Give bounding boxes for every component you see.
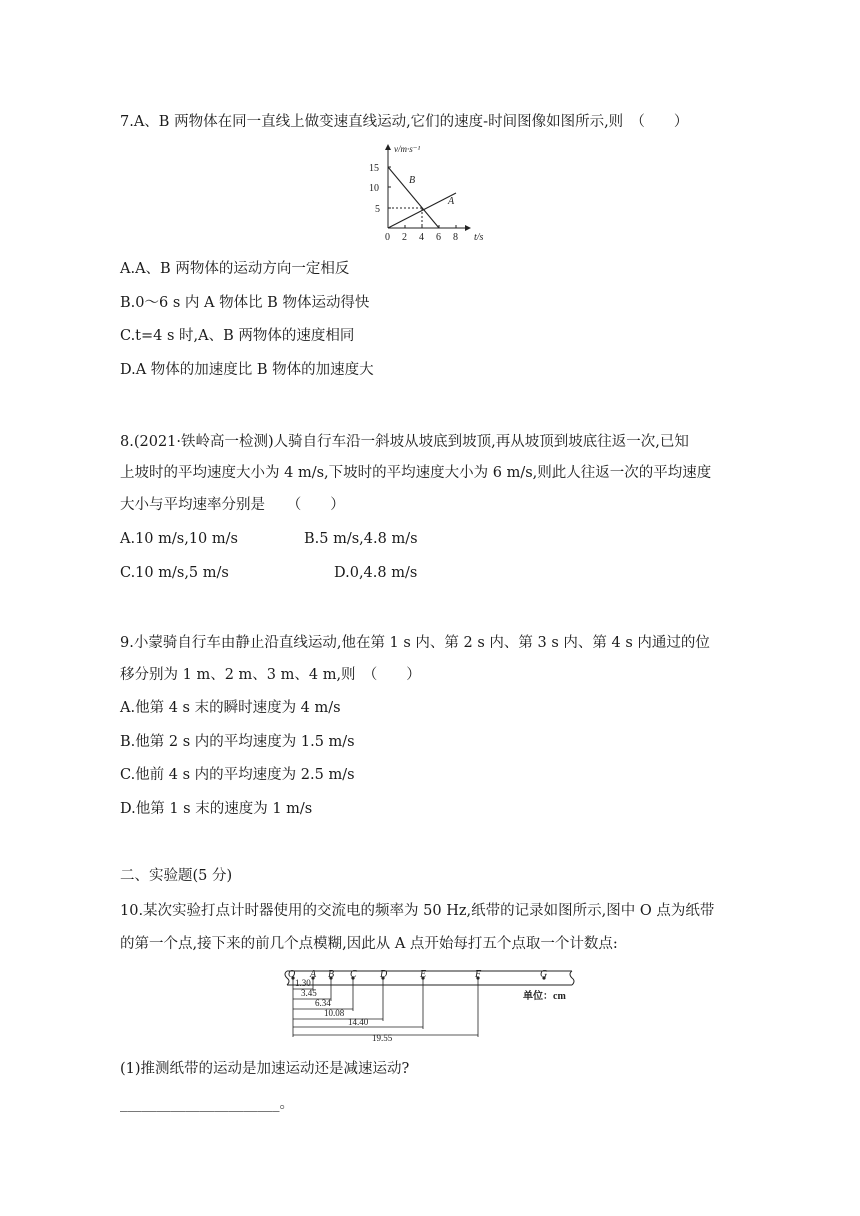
q7-vt-graph <box>360 140 500 248</box>
x-tick-6: 6 <box>436 232 441 243</box>
q9-option-a: A.他第 4 s 末的瞬时速度为 4 m/s <box>120 700 341 716</box>
point-f: F <box>475 969 482 980</box>
q10-sub1: (1)推测纸带的运动是加速运动还是减速运动? <box>120 1061 410 1077</box>
q7-option-d: D.A 物体的加速度比 B 物体的加速度大 <box>120 362 374 378</box>
q8-option-c: C.10 m/s,5 m/s <box>120 565 229 581</box>
point-d: D <box>380 969 388 980</box>
x-tick-0: 0 <box>385 232 390 243</box>
section-heading: 二、实验题(5 分) <box>120 868 233 884</box>
y-tick-10: 10 <box>369 183 379 194</box>
dist-of: 19.55 <box>372 1033 393 1043</box>
point-c: C <box>350 969 357 980</box>
point-a: A <box>310 969 317 980</box>
point-o: O <box>288 969 296 980</box>
x-tick-2: 2 <box>402 232 407 243</box>
x-tick-8: 8 <box>453 232 458 243</box>
answer-blank[interactable]: ______________________。 <box>120 1096 294 1112</box>
y-tick-15: 15 <box>369 163 379 174</box>
x-tick-4: 4 <box>419 232 424 243</box>
dist-od: 10.08 <box>324 1008 345 1018</box>
q7-option-c: C.t=4 s 时,A、B 两物体的速度相同 <box>120 328 355 344</box>
dist-oa: 1.30 <box>295 978 311 988</box>
line-a-label: A <box>448 196 455 207</box>
q8-option-b: B.5 m/s,4.8 m/s <box>304 531 418 547</box>
q7-stem: 7.A、B 两物体在同一直线上做变速直线运动,它们的速度-时间图像如图所示,则 （ ） <box>120 114 689 130</box>
point-g: G <box>540 969 548 980</box>
dist-oe: 14.40 <box>348 1017 369 1027</box>
paper-tape-figure <box>282 965 582 1043</box>
q10-stem-line-1: 10.某次实验打点计时器使用的交流电的频率为 50 Hz,纸带的记录如图所示,图中 O 点为纸带 <box>120 903 715 919</box>
q9-stem-line-2: 移分别为 1 m、2 m、3 m、4 m,则 （ ） <box>120 667 421 683</box>
line-a <box>388 193 456 228</box>
q8-stem-line-3: 大小与平均速率分别是 （ ） <box>120 497 345 513</box>
dist-ob: 3.45 <box>301 988 317 998</box>
q9-stem-line-1: 9.小蒙骑自行车由静止沿直线运动,他在第 1 s 内、第 2 s 内、第 3 s 内、第 4 s 内通过的位 <box>120 635 710 651</box>
dist-oc: 6.34 <box>315 998 331 1008</box>
x-axis-label: t/s <box>474 232 484 243</box>
y-axis-label: v/m·s⁻¹ <box>394 144 421 154</box>
q8-option-a: A.10 m/s,10 m/s <box>120 531 238 547</box>
y-tick-5: 5 <box>375 204 380 215</box>
q9-option-c: C.他前 4 s 内的平均速度为 2.5 m/s <box>120 767 355 783</box>
q9-option-b: B.他第 2 s 内的平均速度为 1.5 m/s <box>120 734 355 750</box>
line-b-label: B <box>409 175 416 186</box>
unit-label: 单位：cm <box>523 991 566 1002</box>
q8-option-d: D.0,4.8 m/s <box>334 565 418 581</box>
q8-stem-line-2: 上坡时的平均速度大小为 4 m/s,下坡时的平均速度大小为 6 m/s,则此人往返一次的平均速度 <box>120 465 712 481</box>
point-b: B <box>328 969 335 980</box>
q10-stem-line-2: 的第一个点,接下来的前几个点模糊,因此从 A 点开始每打五个点取一个计数点: <box>120 936 618 952</box>
q8-stem-line-1: 8.(2021·铁岭高一检测)人骑自行车沿一斜坡从坡底到坡顶,再从坡顶到坡底往返一次,已知 <box>120 434 689 450</box>
q9-option-d: D.他第 1 s 末的速度为 1 m/s <box>120 801 313 817</box>
q7-option-b: B.0～6 s 内 A 物体比 B 物体运动得快 <box>120 295 370 311</box>
q7-option-a: A.A、B 两物体的运动方向一定相反 <box>120 261 350 277</box>
point-e: E <box>420 969 427 980</box>
